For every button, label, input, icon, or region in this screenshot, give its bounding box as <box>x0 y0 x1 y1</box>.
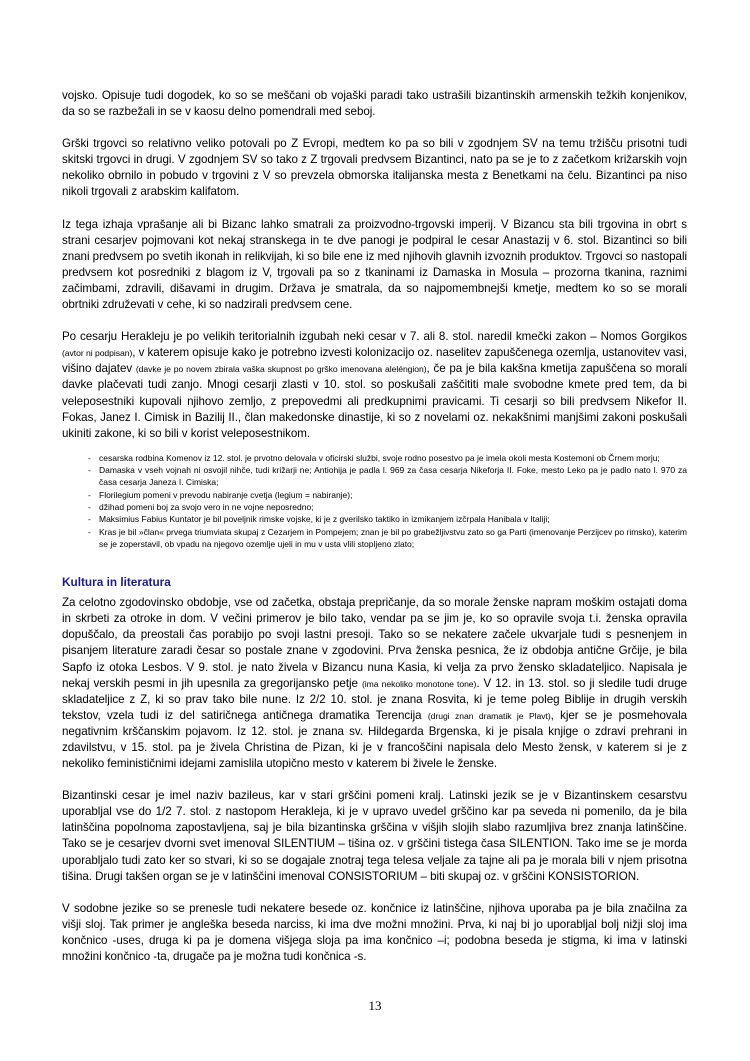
bullet-dash: - <box>88 526 91 537</box>
list-item-text: džihad pomeni boj za svojo vero in ne vojne neposredno; <box>99 501 314 512</box>
text-run: , če pa je bila kakšna kmetija zapuščena so morali davke plačevati tudi zanjo. Mnogi cesarji zlasti v 10. stol. so poskušali zaščititi male svobodne kmete pred tem, da bi veleposestniki kupovali njihovo zemljo, z prepovedmi ali predkupnimi pravicami. Ti cesarji so bili predvsem Nikefor II. Fokas, Janez I. Cimisk in Bazilij II., član makedonske dinastije, ki so z novelami oz. nekakšnimi manjšimi zakoni poskušali ukiniti zakone, ki so bili v korist veleposestnikom. <box>62 362 687 440</box>
footnote-list <box>62 452 687 550</box>
list-item-text: Florilegium pomeni v prevodu nabiranje cvetja (legium = nabiranje); <box>99 489 353 500</box>
inline-note: (ima nekoliko monotone tone) <box>361 678 477 689</box>
text-run: Po cesarju Herakleju je po velikih teritorialnih izgubah neki cesar v 7. ali 8. stol. naredil kmečki zakon – Nomos Gorgikos <box>62 330 687 344</box>
section-heading: Kultura in literatura <box>62 575 171 590</box>
bullet-dash: - <box>88 489 91 500</box>
text-run: , kjer se je posmehovala negativnim krščanskim pojavom. Iz 12. stol. je znana sv. Hildegarda Brgenska, ki je pisala knjige o zdravi prehrani in zdavilstvu, v 15. stol. pa je živela Christina de Pizan, ki je v francoščini napisala delo Mesto žensk, v katerem si je z nekoliko feminističnimi idejami zamislila utopično mesto v katerem bi živele le ženske. <box>62 708 688 771</box>
paragraph-gap <box>62 885 687 901</box>
list-item <box>62 513 687 525</box>
inline-note: (avtor ni podpisan) <box>62 348 133 359</box>
bullet-dash: - <box>88 514 91 525</box>
bullet-dash: - <box>88 465 91 476</box>
paragraph-women-literature <box>62 595 687 772</box>
section-gap <box>62 550 687 574</box>
bullet-dash: - <box>88 452 91 463</box>
document-page <box>62 88 687 965</box>
paragraph-military-parade: vojsko. Opisuje tudi dogodek, ko so se meščani ob vojaški paradi tako ustrašili bizantinskih armenskih težkih konjenikov, da so se razbežali in se v kaosu delno pomendrali med seboj. <box>62 89 687 119</box>
list-item-text: Maksimius Fabius Kuntator je bil poveljnik rimske vojske, ki je z gverilsko taktiko in izmikanjem izčrpala Hanibala v Italiji; <box>99 514 550 525</box>
paragraph-gap <box>62 201 687 217</box>
list-item-text: cesarska rodbina Komenov iz 12. stol. je prvotno delovala v oficirski službi, svoje rodno posestvo pa je imela okoli mesta Kostemoni ob Črnem morju; <box>99 452 660 463</box>
paragraph-gap <box>62 313 687 329</box>
list-item <box>62 452 687 464</box>
inline-note: (davke je po novem zbirala vaška skupnost po grško imenovana aleléngion) <box>135 364 427 375</box>
list-item <box>62 501 687 513</box>
paragraph-trade-empire: Iz tega izhaja vprašanje ali bi Bizanc lahko smatrali za proizvodno-trgovski imperij. V Bizancu sta bili trgovina in obrt s strani cesarjev pojmovani kot nekaj stranskega in te dve panogi je podpiral le cesar Anastazij v 6. stol. Bizantinci so bili znani predvsem po svetih ikonah in relikvijah, ki so bile ene iz med njihovih glavnih izvoznih produktov. Trgovci so nastopali predvsem kot posredniki z blagom iz V, trgovali pa so z tkaninami iz Damaska in Mosula – prozorna tkanina, raznimi začimbami, zdravili, dišavami in drugim. Država je smatrala, da so najpomembnejši kmetje, medtem ko so se morali obrtniki združevati v cehe, ki so nadzirali predvsem cene. <box>62 217 687 312</box>
paragraph-latin-endings: V sodobne jezike so se prenesle tudi nekatere besede oz. končnice iz latinščine, njihova uporaba pa je bila značilna za višji sloj. Tak primer je angleška beseda narciss, ki ima dve možni množini. Prva, ki naj bi jo uporabljal bolj nižji sloj ima končnico -uses, druga ki pa je domena višjega sloja pa ima končnico –i; podobna beseda je stigma, ki ima v latinski množini končnico -ta, drugače pa je možna tudi končnica -s. <box>62 901 687 964</box>
list-item <box>62 526 687 551</box>
page-number: 13 <box>368 998 382 1013</box>
paragraph-greek-traders: Grški trgovci so relativno veliko potovali po Z Evropi, medtem ko pa so bili v zgodnjem SV na temu tržišču prisotni tudi skitski trgovci in drugi. V zgodnjem SV so tako z Z trgovali predvsem Bizantinci, nato pa se je to z začetkom križarskih vojn nekoliko obrnilo in pobudo v trgovini z V so prevzela obmorska italijanska mesta z Benetkami na čelu. Bizantinci pa niso nikoli trgovali z arabskim kalifatom. <box>62 137 687 199</box>
paragraph-gap <box>62 772 687 788</box>
list-item <box>62 464 687 489</box>
list-item-text: Kras je bil »član« prvega triumviata skupaj z Cezarjem in Pompejem; znan je bil po grabežljivstvu zato so ga Parti (imenovanje Perzijcev po rimsko), katerim se je zoperstavil, ob vpadu na njegovo ozemlje ujeli in mu v usta vlili stopljeno zlato; <box>99 526 687 549</box>
text-run: . V 12. in 13. stol. so ji sledile tudi druge skladateljice z Z, ki so prav tako bile nune. Iz 2/2 10. stol. je znana Rosvita, ki je teme poleg Biblije in drugih verskih tekstov, vzela tudi iz del satiričnega antičnega dramatika Terencija <box>62 676 687 722</box>
paragraph-gap <box>62 120 687 136</box>
paragraph-nomos-gorgikos <box>62 329 687 442</box>
bullet-dash: - <box>88 501 91 512</box>
inline-note: (drugi znan dramatik je Plavt) <box>427 710 551 721</box>
list-item <box>62 489 687 501</box>
text-run: , v katerem opisuje kako je potrebno izvesti kolonizacijo oz. naselitev zapuščenega ozemlja, ustanovitev vasi, višino dajatev <box>62 346 687 376</box>
text-run: Za celotno zgodovinsko obdobje, vse od začetka, obstaja prepričanje, da so morale ženske napram moškim ostajati doma in skrbeti za otroke in dom. V večini primerov je bilo tako, vendar pa se jim je, ko so opravile svoja t.i. ženska opravila dopuščalo, da preostali čas porabijo po svoji lastni presoji. Tako so se nekatere začele ukvarjale tudi s pesnenjem in pisanjem literature zaradi česar so postale znane v zgodovini. Prva ženska pesnica, že iz obdobja antične Grčije, je bila Sapfo iz otoka Lesbos. V 9. stol. je nato živela v Bizancu nuna Kasia, ki velja za prvo žensko skladateljico. Napisala je nekaj verskih pesmi in jih upesnila za gregorijansko petje <box>62 596 687 690</box>
paragraph-latin-greek: Bizantinski cesar je imel naziv bazileus, kar v stari grščini pomeni kralj. Latinski jezik se je v Bizantinskem cesarstvu uporabljal vse do 1/2 7. stol. z nastopom Herakleja, ki je v upravo uvedel grščino kar pa seveda ni pomenilo, da je bila latinščina popolnoma zapostavljena, saj je bila bizantinska grščina v višjih slojih slabo razumljiva brez znanja latinščine. Tako se je cesarjev dvorni svet imenoval SILENTIUM – tišina oz. v grščini tistega časa SILENTION. Tako ime se je morda uporabljalo tudi zato ker so stvari, ki so se dogajale znotraj tega telesa veljale za tajne ali pa je morala bili v njem prisotna tišina. Drugi takšen organ se je v latinščini imenoval CONSISTORIUM – biti skupaj oz. v grščini KONSISTORION. <box>62 789 687 883</box>
list-item-text: Damaska v vseh vojnah ni osvojil nihče, tudi križarji ne; Antiohija je padla l. 969 za časa cesarja Nikeforja II. Foke, mesto Leko pa je padlo nato l. 970 za časa cesarja Janeza I. Cimiska; <box>99 465 687 488</box>
